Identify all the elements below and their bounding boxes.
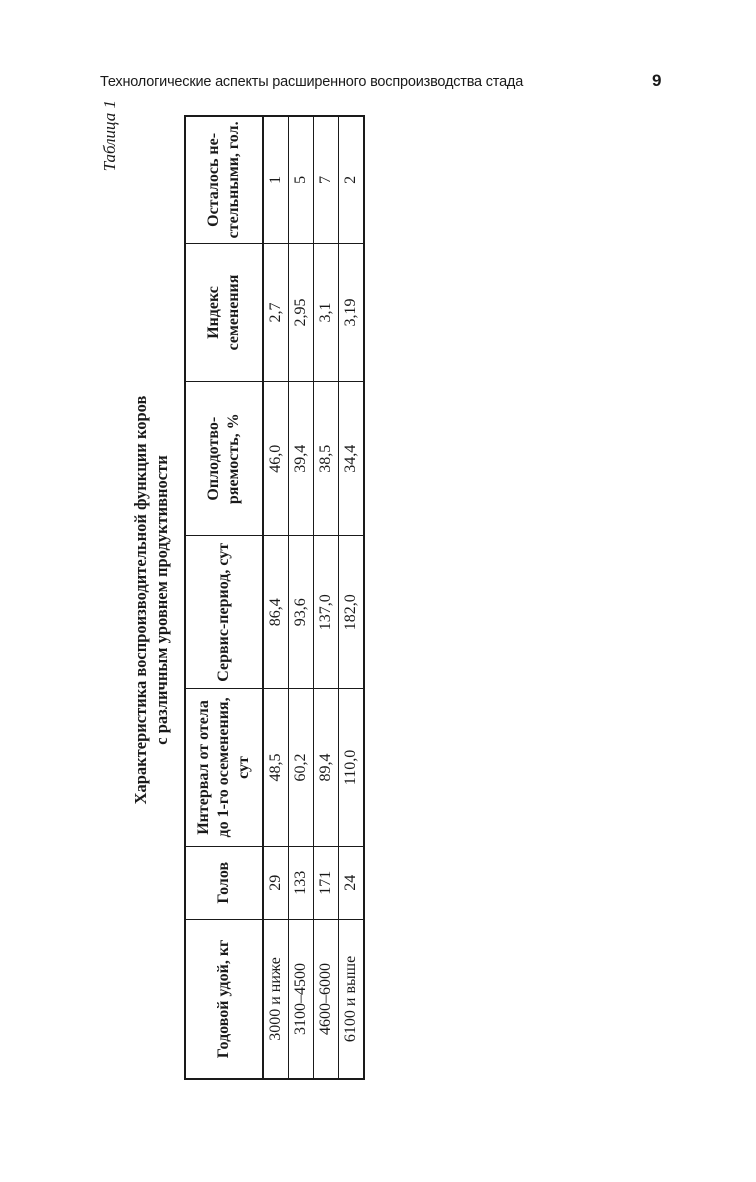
table-cell: 171 — [314, 846, 339, 919]
table-cell: 6100 и выше — [339, 919, 365, 1079]
table-cell: 2,7 — [263, 243, 289, 381]
header-cell: Интервал от отела до 1-го осеменения, сут — [185, 689, 263, 846]
table-cell: 39,4 — [289, 382, 314, 536]
page-number: 9 — [652, 71, 662, 90]
table-label: Таблица 1 — [100, 100, 119, 172]
table-cell: 3,19 — [339, 243, 365, 381]
header-cell: Сервис-период, сут — [185, 536, 263, 689]
table-row — [314, 116, 339, 1079]
header-cell: Голов — [185, 846, 263, 919]
table-cell: 137,0 — [314, 536, 339, 689]
header-cell: Оплодотво-ряемость, % — [185, 382, 263, 536]
table-cell: 24 — [339, 846, 365, 919]
table-cell: 34,4 — [339, 382, 365, 536]
table-cell: 5 — [289, 116, 314, 243]
table-cell: 3100–4500 — [289, 919, 314, 1079]
table-cell: 110,0 — [339, 689, 365, 846]
table-cell: 60,2 — [289, 689, 314, 846]
table-cell: 3000 и ниже — [263, 919, 289, 1079]
table-cell: 38,5 — [314, 382, 339, 536]
table-row — [263, 116, 289, 1079]
data-table — [184, 115, 365, 1080]
table-cell: 86,4 — [263, 536, 289, 689]
table-cell: 48,5 — [263, 689, 289, 846]
table-cell: 182,0 — [339, 536, 365, 689]
table-cell: 46,0 — [263, 382, 289, 536]
table-cell: 3,1 — [314, 243, 339, 381]
table-cell: 29 — [263, 846, 289, 919]
table-header-row — [185, 116, 263, 1079]
table-cell: 4600–6000 — [314, 919, 339, 1079]
header-cell: Осталось не-стельными, гол. — [185, 116, 263, 243]
running-header: Технологические аспекты расширенного воспроизводства стада — [100, 74, 524, 90]
table-cell: 2,95 — [289, 243, 314, 381]
header-cell: Годовой удой, кг — [185, 919, 263, 1079]
header-cell: Индекс семенения — [185, 243, 263, 381]
table-cell: 89,4 — [314, 689, 339, 846]
table-caption — [130, 100, 172, 1100]
table-cell: 7 — [314, 116, 339, 243]
table-cell: 2 — [339, 116, 365, 243]
table-row — [289, 116, 314, 1079]
rotated-table-block — [100, 100, 440, 1100]
table-cell: 1 — [263, 116, 289, 243]
table-row — [339, 116, 365, 1079]
table-cell: 133 — [289, 846, 314, 919]
caption-line-2: с различным уровнем продуктивности — [152, 455, 171, 745]
table-cell: 93,6 — [289, 536, 314, 689]
caption-line-1: Характеристика воспроизводительной функции коров — [131, 395, 150, 805]
